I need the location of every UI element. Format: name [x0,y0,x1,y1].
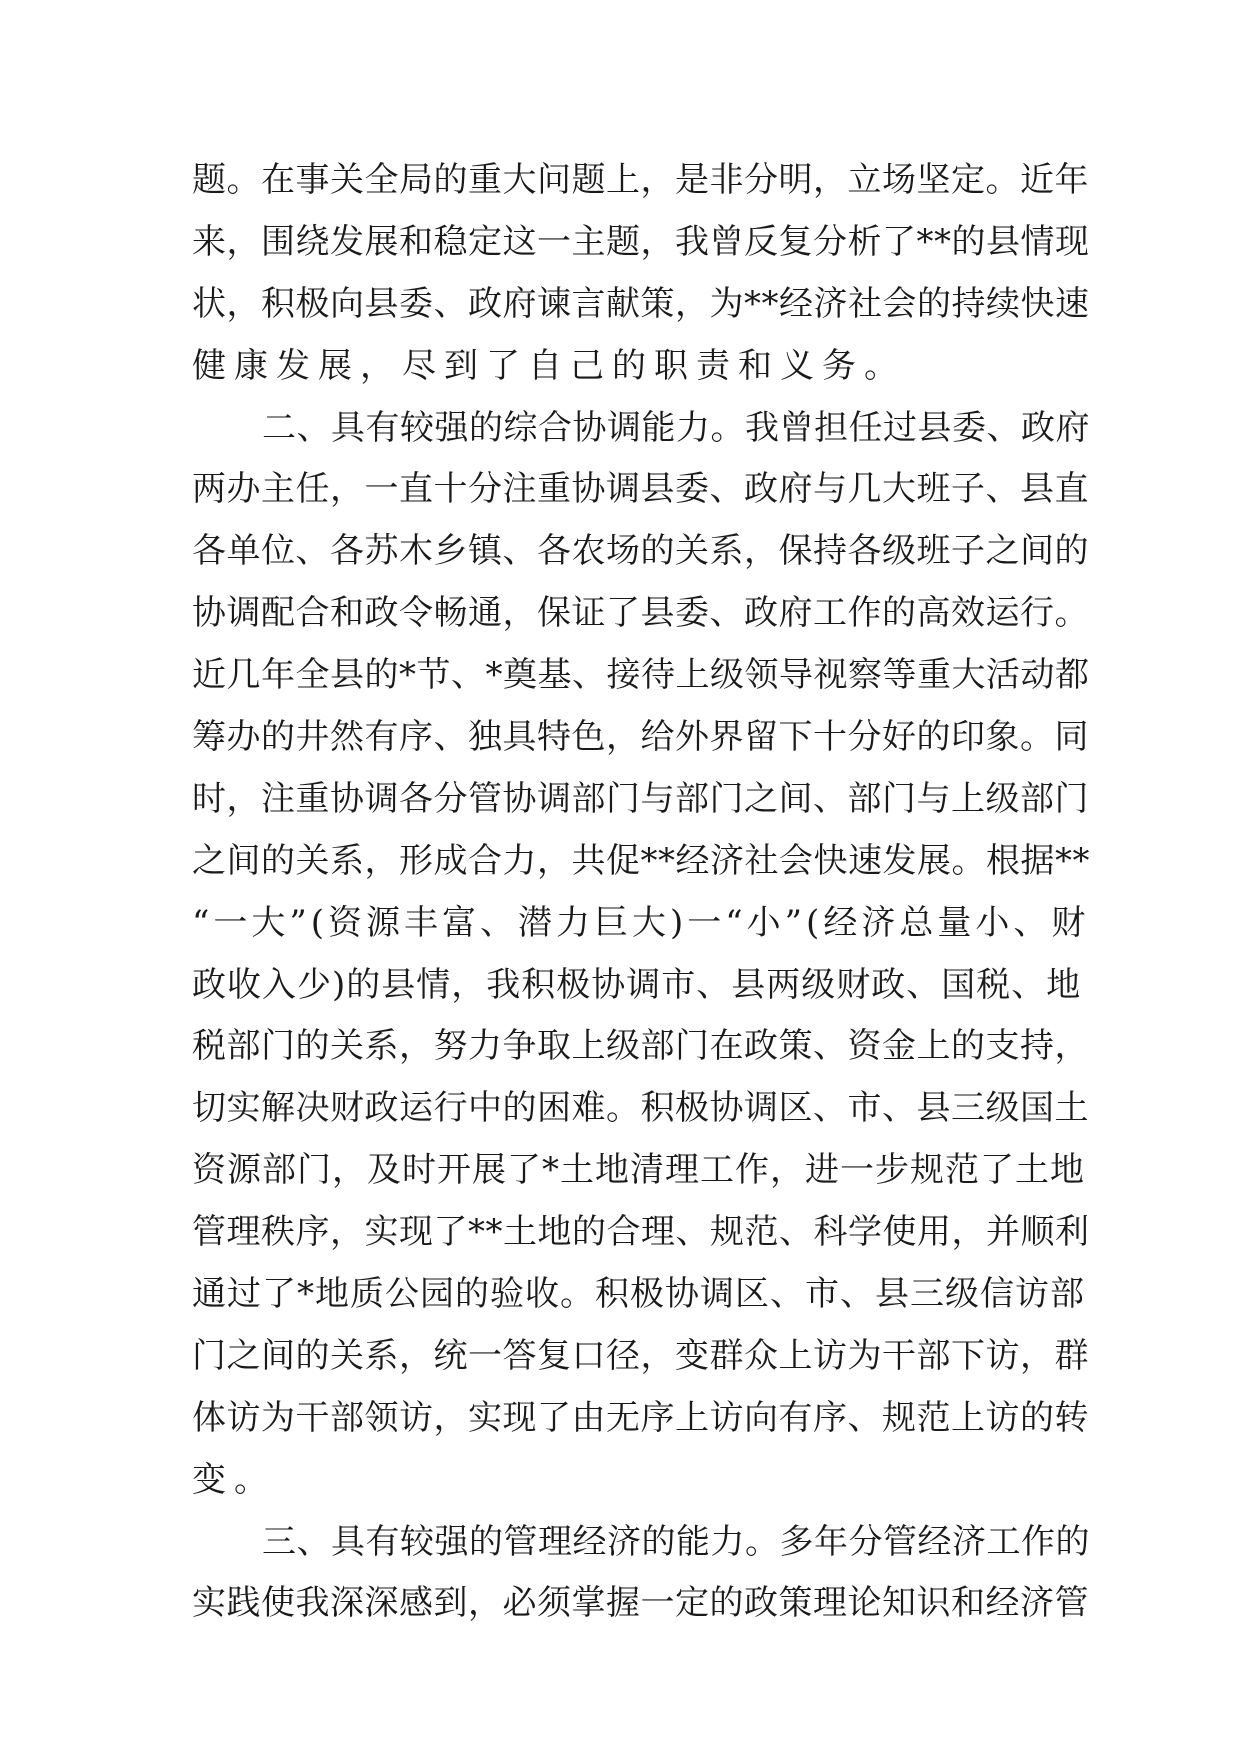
text-line: “一大”(资源丰富、潜力巨大)一“小”(经济总量小、财 [192,902,1090,943]
text-line: 体访为干部领访，实现了由无序上访向有序、规范上访的转 [192,1397,1089,1438]
text-line: 门之间的关系，统一答复口径，变群众上访为干部下访，群 [192,1335,1089,1376]
text-line: 资源部门，及时开展了*土地清理工作，进一步规范了土地 [192,1150,1085,1191]
paragraph-first-line: 二、具有较强的综合协调能力。我曾担任过县委、政府 [262,407,1090,448]
text-line: 协调配合和政令畅通，保证了县委、政府工作的高效运行。 [192,593,1089,634]
text-line: 之间的关系，形成合力，共促**经济社会快速发展。根据** [192,840,1090,881]
text-line: 题。在事关全局的重大问题上，是非分明，立场坚定。近年 [192,160,1089,200]
text-line: 通过了*地质公园的验收。积极协调区、市、县三级信访部 [192,1274,1085,1315]
text-line: 税部门的关系，努力争取上级部门在政策、资金上的支持， [192,1026,1089,1067]
text-line: 管理秩序，实现了**土地的合理、规范、科学使用，并顺利 [192,1212,1090,1253]
text-line: 变。 [192,1459,276,1500]
text-line: 近几年全县的*节、*奠基、接待上级领导视察等重大活动都 [192,655,1090,696]
text-line: 健康发展，尽到了自己的职责和义务。 [192,345,906,386]
text-line: 时，注重协调各分管协调部门与部门之间、部门与上级部门 [192,778,1089,819]
text-line: 切实解决财政运行中的困难。积极协调区、市、县三级国土 [192,1088,1089,1129]
text-line: 实践使我深深感到，必须掌握一定的政策理论知识和经济管 [192,1583,1089,1624]
body-text [192,150,1090,1635]
text-line: 状，积极向县委、政府谏言献策，为**经济社会的持续快速 [192,283,1090,324]
text-line: 两办主任，一直十分注重协调县委、政府与几大班子、县直 [192,469,1089,510]
text-line: 政收入少)的县情，我积极协调市、县两级财政、国税、地 [192,964,1082,1005]
paragraph-first-line: 三、具有较强的管理经济的能力。多年分管经济工作的 [262,1521,1090,1562]
text-line: 来，围绕发展和稳定这一主题，我曾反复分析了**的县情现 [192,221,1090,262]
text-line: 筹办的井然有序、独具特色，给外界留下十分好的印象。同 [192,717,1089,758]
text-line: 各单位、各苏木乡镇、各农场的关系，保持各级班子之间的 [192,531,1089,572]
